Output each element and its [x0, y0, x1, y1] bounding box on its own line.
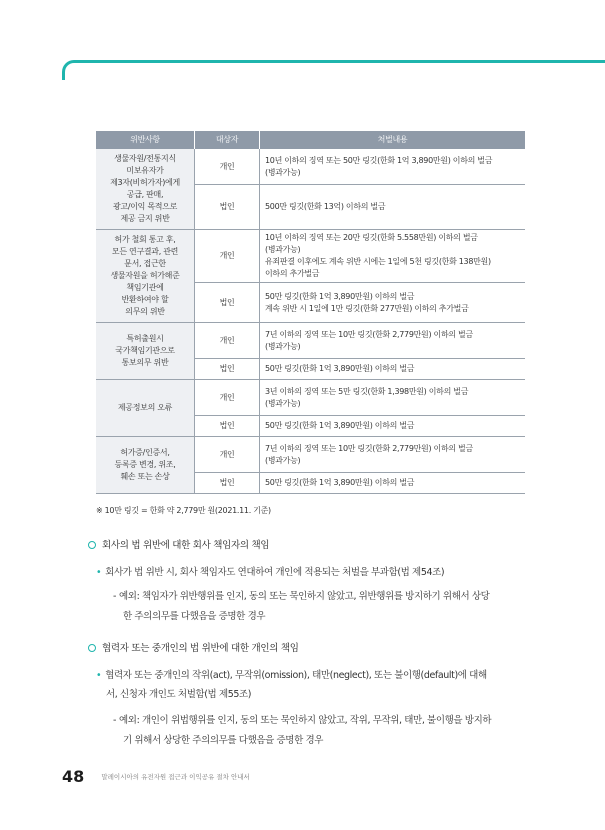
violation-line: 광고/이익 목적으로	[112, 202, 178, 211]
punishment-line: (병과가능)	[265, 341, 301, 351]
punishment-line: (병과가능)	[265, 167, 301, 177]
punishment-cell	[260, 230, 526, 283]
punishment-line: 3년 이하의 징역 또는 5만 링깃(한화 1,398만원) 이하의 벌금	[265, 386, 469, 396]
dot-bullet-icon: •	[96, 567, 102, 578]
table-row	[96, 323, 525, 359]
header-target: 대상자	[195, 131, 260, 149]
punishment-line: 계속 위반 시 1일에 1만 링깃(한화 277만원) 이하의 추가벌금	[265, 303, 469, 313]
target-cell: 개인	[195, 380, 260, 416]
violation-line: 반환하여야 할	[121, 295, 169, 304]
punishment-line: 유죄판결 이후에도 계속 위반 시에는 1일에 5천 링깃(한화 138만원)	[265, 257, 491, 266]
violation-line: 생물자원을 허가해준	[110, 271, 180, 280]
punishment-cell	[260, 185, 526, 230]
violation-line: 훼손 또는 손상	[120, 472, 170, 481]
violation-line: 문서, 접근한	[124, 259, 166, 268]
exception-text-continued: 한 주의의무를 다했음을 증명한 경우	[123, 611, 266, 622]
punishment-cell	[260, 380, 526, 416]
dash-marker: -	[113, 591, 117, 602]
punishment-line: (병과가능)	[265, 455, 301, 465]
exception-text-continued: 기 위해서 상당한 주의의무를 다했음을 증명한 경우	[123, 735, 324, 746]
punishment-line: 50만 링깃(한화 1억 3,890만원) 이하의 벌금	[265, 478, 415, 487]
violation-line: 통보의무 위반	[121, 358, 169, 367]
punishment-cell	[260, 323, 526, 359]
punishment-line: (병과가능)	[265, 398, 301, 408]
violation-line: 제공 금지 위반	[120, 214, 170, 223]
target-cell: 개인	[195, 323, 260, 359]
page-footer	[62, 766, 250, 786]
punishment-line: (병과가능)	[265, 245, 301, 254]
document-title: 말레이시아의 유전자원 접근과 이익공유 절차 안내서	[101, 773, 250, 781]
table-row	[96, 437, 525, 473]
table-header-row	[96, 131, 525, 149]
target-cell: 법인	[195, 473, 260, 494]
violation-line: 책임기관에	[126, 283, 164, 292]
punishment-cell	[260, 437, 526, 473]
punishment-cell	[260, 416, 526, 437]
punishment-line: 500만 링깃(한화 13억) 이하의 벌금	[265, 202, 386, 211]
punishment-cell	[260, 283, 526, 323]
violation-line: 공급, 판매,	[126, 190, 164, 199]
sanctions-table	[96, 131, 525, 494]
target-cell: 개인	[195, 230, 260, 283]
punishment-line: 10년 이하의 징역 또는 50만 링깃(한화 1억 3,890만원) 이하의 벌금	[265, 155, 493, 165]
violation-line: 생물자원/전통지식	[114, 154, 176, 163]
violation-line: 허가 철회 통고 후,	[114, 235, 176, 244]
ring-bullet-icon	[88, 541, 96, 549]
violation-line: 허가증/인증서,	[120, 448, 170, 457]
violation-cell	[96, 380, 195, 437]
target-cell: 법인	[195, 185, 260, 230]
exception-item	[113, 587, 538, 627]
punishment-cell	[260, 473, 526, 494]
dash-marker: -	[113, 715, 117, 726]
punishment-line: 50만 링깃(한화 1억 3,890만원) 이하의 벌금	[265, 421, 415, 430]
target-cell: 법인	[195, 283, 260, 323]
target-cell: 개인	[195, 149, 260, 185]
violation-cell	[96, 323, 195, 380]
violation-line: 국가책임기관으로	[115, 346, 175, 355]
violation-line: 등록증 변경, 위조,	[114, 460, 176, 469]
exception-item	[113, 711, 538, 751]
punishment-line: 50만 링깃(한화 1억 3,890만원) 이하의 벌금	[265, 364, 415, 373]
punishment-line: 50만 링깃(한화 1억 3,890만원) 이하의 벌금	[265, 291, 415, 301]
bullet-text-continued: 서, 신청자 개인도 처벌함(법 제55조)	[106, 689, 252, 700]
punishment-line: 7년 이하의 징역 또는 10만 링깃(한화 2,779만원) 이하의 벌금	[265, 329, 473, 339]
violation-line: 특허출원시	[126, 334, 164, 343]
exception-text: 예외: 책임자가 위반행위를 인지, 동의 또는 묵인하지 않았고, 위반행위를 방지하기 위해서 상당	[119, 591, 490, 602]
ring-bullet-icon	[88, 644, 96, 652]
violation-cell	[96, 230, 195, 323]
exception-text: 예외: 개인이 위법행위를 인지, 동의 또는 묵인하지 않았고, 작위, 무작위, 태만, 불이행을 방지하	[119, 715, 492, 726]
header-violation: 위반사항	[96, 131, 195, 149]
table-row	[96, 380, 525, 416]
table-row	[96, 230, 525, 283]
violation-line: 미보유자가	[126, 166, 164, 175]
bullet-text: 협력자 또는 중개인의 작위(act), 무작위(omission), 태만(neglect), 또는 불이행(default)에 대해	[105, 670, 487, 681]
punishment-cell	[260, 359, 526, 380]
section-title: 회사의 법 위반에 대한 회사 책임자의 책임	[102, 540, 270, 551]
section-heading	[88, 640, 299, 654]
table-note: ※ 10만 링깃 = 한화 약 2,779만 원(2021.11. 기준)	[96, 506, 271, 515]
violation-line: 의무의 위반	[125, 307, 165, 316]
violation-line: 모든 연구결과, 관련	[111, 247, 179, 256]
page-corner-decoration	[62, 60, 605, 80]
violation-cell	[96, 149, 195, 230]
bullet-item	[96, 563, 536, 582]
target-cell: 개인	[195, 437, 260, 473]
violation-line: 제공정보의 오류	[117, 403, 173, 412]
punishment-line: 이하의 추가벌금	[265, 269, 320, 278]
violation-cell	[96, 437, 195, 494]
page-number: 48	[62, 767, 85, 786]
punishment-line: 10년 이하의 징역 또는 20만 링깃(한화 5.558만원) 이하의 벌금	[265, 233, 478, 242]
section-title: 협력자 또는 중개인의 법 위반에 대한 개인의 책임	[102, 643, 299, 654]
section-heading	[88, 537, 269, 551]
bullet-text: 회사가 법 위반 시, 회사 책임자도 연대하여 개인에 적용되는 처벌을 부과함(법 제54조)	[105, 567, 445, 578]
table-row	[96, 149, 525, 185]
target-cell: 법인	[195, 416, 260, 437]
bullet-item	[96, 666, 536, 704]
target-cell: 법인	[195, 359, 260, 380]
punishment-cell	[260, 149, 526, 185]
violation-line: 제3자(비허가자)에게	[110, 178, 180, 187]
dot-bullet-icon: •	[96, 670, 102, 681]
table-body	[96, 149, 525, 494]
punishment-line: 7년 이하의 징역 또는 10만 링깃(한화 2,779만원) 이하의 벌금	[265, 443, 473, 453]
header-punishment: 처벌내용	[260, 131, 526, 149]
